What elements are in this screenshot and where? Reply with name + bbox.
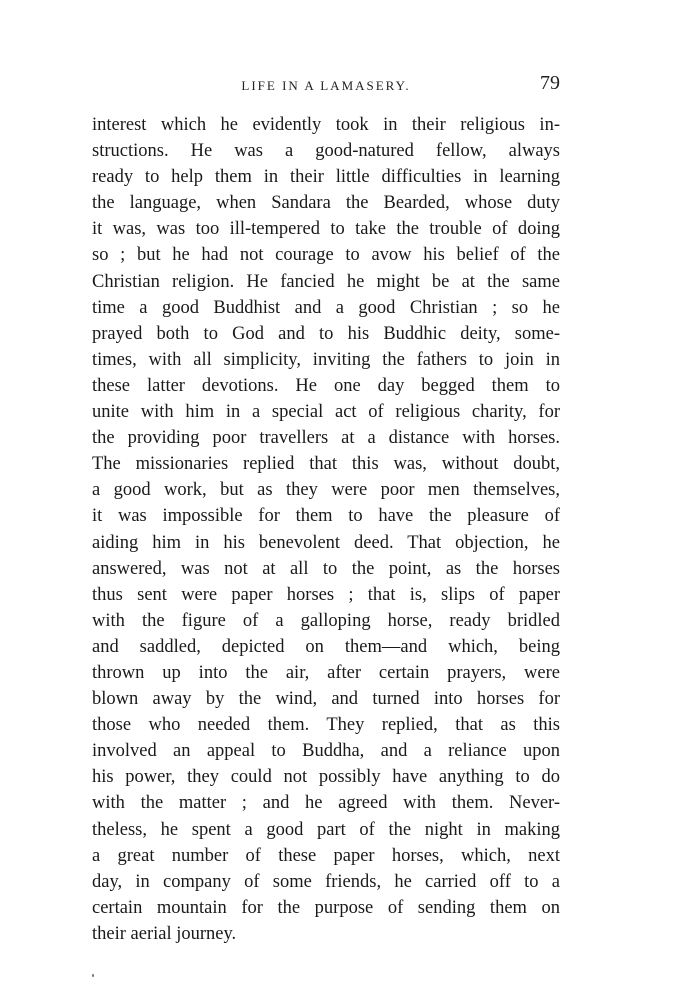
text-line: thus sent were paper horses ; that is, slips of paper [92, 584, 560, 605]
text-line: those who needed them. They replied, that as this [92, 715, 560, 736]
text-line: so ; but he had not courage to avow his belief of the [92, 245, 560, 266]
text-line: the language, when Sandara the Bearded, whose duty [92, 193, 560, 214]
text-line: with the figure of a galloping horse, ready bridled [92, 610, 560, 631]
running-title: LIFE IN A LAMASERY. [241, 78, 411, 93]
text-line: prayed both to God and to his Buddhic deity, some- [92, 323, 560, 344]
paper-speck [92, 974, 94, 977]
text-line: aiding him in his benevolent deed. That objection, he [92, 532, 560, 553]
text-line-last: their aerial journey. [92, 923, 237, 944]
text-line: the providing poor travellers at a distance with horses. [92, 428, 560, 449]
text-line: answered, was not at all to the point, as the horses [92, 558, 560, 579]
text-line: time a good Buddhist and a good Christian ; so he [92, 297, 560, 318]
page-number: 79 [540, 72, 560, 94]
text-line: it was, was too ill-tempered to take the trouble of doing [92, 219, 560, 240]
text-line: Christian religion. He fancied he might be at the same [92, 271, 560, 292]
text-line: certain mountain for the purpose of sending them on [92, 897, 560, 918]
text-line: thrown up into the air, after certain prayers, were [92, 662, 560, 683]
text-line: it was impossible for them to have the pleasure of [92, 506, 560, 527]
text-line: day, in company of some friends, he carried off to a [92, 871, 560, 892]
text-line: structions. He was a good-natured fellow, always [92, 141, 560, 162]
text-line: with the matter ; and he agreed with them. Never- [92, 793, 560, 814]
text-line: involved an appeal to Buddha, and a reliance upon [92, 741, 560, 762]
text-line: interest which he evidently took in their religious in- [92, 115, 560, 135]
text-line: and saddled, depicted on them—and which, being [92, 636, 560, 657]
text-line: blown away by the wind, and turned into horses for [92, 689, 560, 710]
text-line: times, with all simplicity, inviting the fathers to join in [92, 349, 560, 370]
body-text [92, 112, 560, 947]
text-line: unite with him in a special act of religious charity, for [92, 402, 560, 423]
text-line: ready to help them in their little difficulties in learning [92, 167, 560, 188]
text-line: these latter devotions. He one day begged them to [92, 375, 560, 396]
text-line: a great number of these paper horses, which, next [92, 845, 560, 866]
text-line: a good work, but as they were poor men themselves, [92, 480, 560, 501]
text-line: The missionaries replied that this was, without doubt, [92, 454, 560, 475]
text-line: theless, he spent a good part of the night in making [92, 819, 560, 840]
text-line: his power, they could not possibly have anything to do [92, 767, 560, 788]
running-header [92, 70, 560, 96]
